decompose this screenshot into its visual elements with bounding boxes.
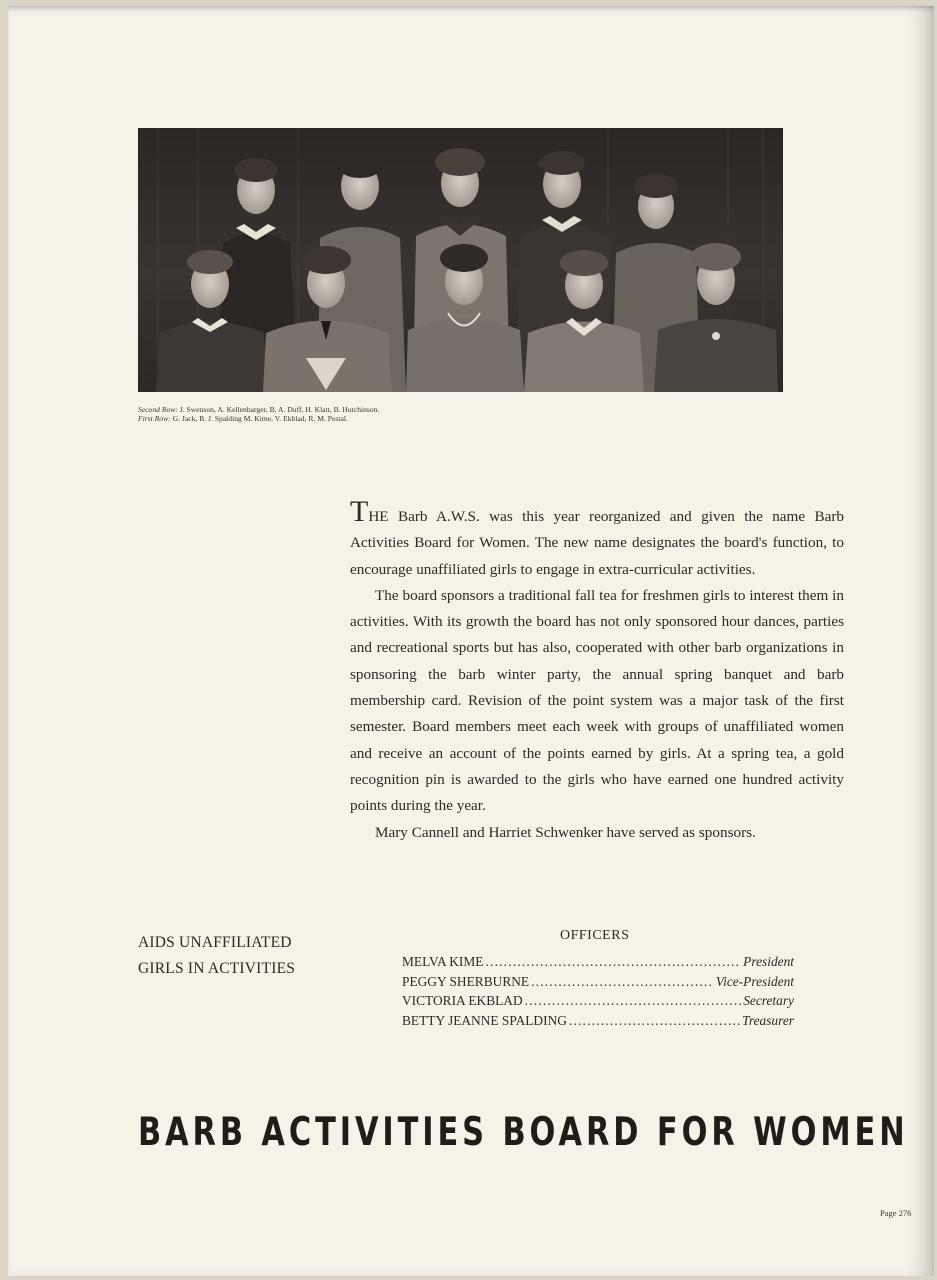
officer-row bbox=[402, 972, 794, 992]
paragraph-text: HE Barb A.W.S. was this year reorganized and given the name Barb Activities Board for Women. The new name designates the board's function, to encourage unaffiliated girls to engage in extra-curricular activities. bbox=[350, 508, 844, 578]
officer-row bbox=[402, 952, 794, 972]
officers-title: OFFICERS bbox=[560, 928, 630, 943]
group-photo-image bbox=[138, 128, 783, 392]
officer-row bbox=[402, 991, 794, 1011]
dot-leader bbox=[569, 1011, 740, 1031]
caption-row-names: J. Swenson, A. Kellenbarger, B. A. Duff, H. Klatt, B. Hutchinson. bbox=[179, 405, 380, 414]
article-paragraph bbox=[350, 495, 844, 583]
side-heading bbox=[138, 930, 338, 982]
dot-leader bbox=[525, 991, 742, 1011]
photo-caption bbox=[138, 405, 738, 423]
article-paragraph: Mary Cannell and Harriet Schwenker have served as sponsors. bbox=[375, 823, 756, 841]
officer-name: VICTORIA EKBLAD bbox=[402, 993, 523, 1009]
caption-row-label: Second Row: bbox=[138, 405, 178, 414]
officer-name: PEGGY SHERBURNE bbox=[402, 973, 530, 989]
group-photo bbox=[138, 128, 783, 392]
officer-role: Secretary bbox=[743, 993, 794, 1009]
dot-leader bbox=[485, 952, 741, 972]
page-number: Page 276 bbox=[880, 1208, 912, 1218]
officers-list bbox=[402, 952, 794, 1030]
officer-row bbox=[402, 1011, 794, 1031]
page-title: BARB ACTIVITIES BOARD FOR WOMEN bbox=[138, 1110, 909, 1155]
officer-name: MELVA KIME bbox=[402, 954, 484, 969]
drop-cap: T bbox=[350, 495, 369, 528]
officer-role: Vice-President bbox=[715, 973, 794, 989]
side-heading-line: AIDS UNAFFILIATED bbox=[138, 934, 292, 951]
caption-second-row bbox=[138, 405, 738, 414]
caption-first-row bbox=[138, 414, 738, 423]
article-paragraph: The board sponsors a traditional fall tea for freshmen girls to interest them in activities. With its growth the board has not only sponsored hour dances, parties and recreational sports but has also, cooperated with other barb organizations in sponsoring the barb winter party, the annual spring banquet and barb membership card. Revision of the point system was a major task of the first semester. Board members meet each week with groups of unaffiliated women and receive an account of the points earned by girls. At a spring tea, a gold recognition pin is awarded to the girls who have earned one hundred activity points during the year. bbox=[350, 586, 844, 815]
officer-role: President bbox=[743, 954, 794, 969]
article-body bbox=[350, 495, 844, 846]
officer-role: Treasurer bbox=[742, 1012, 794, 1028]
caption-row-label: First Row: bbox=[138, 414, 171, 423]
side-heading-line: GIRLS IN ACTIVITIES bbox=[138, 960, 296, 977]
caption-row-names: G. Jack, B. J. Spalding M. Kime, V. Ekblad, R. M. Pestal. bbox=[172, 414, 348, 423]
officer-name: BETTY JEANNE SPALDING bbox=[402, 1012, 567, 1028]
dot-leader bbox=[531, 972, 714, 992]
yearbook-page bbox=[8, 6, 934, 1276]
